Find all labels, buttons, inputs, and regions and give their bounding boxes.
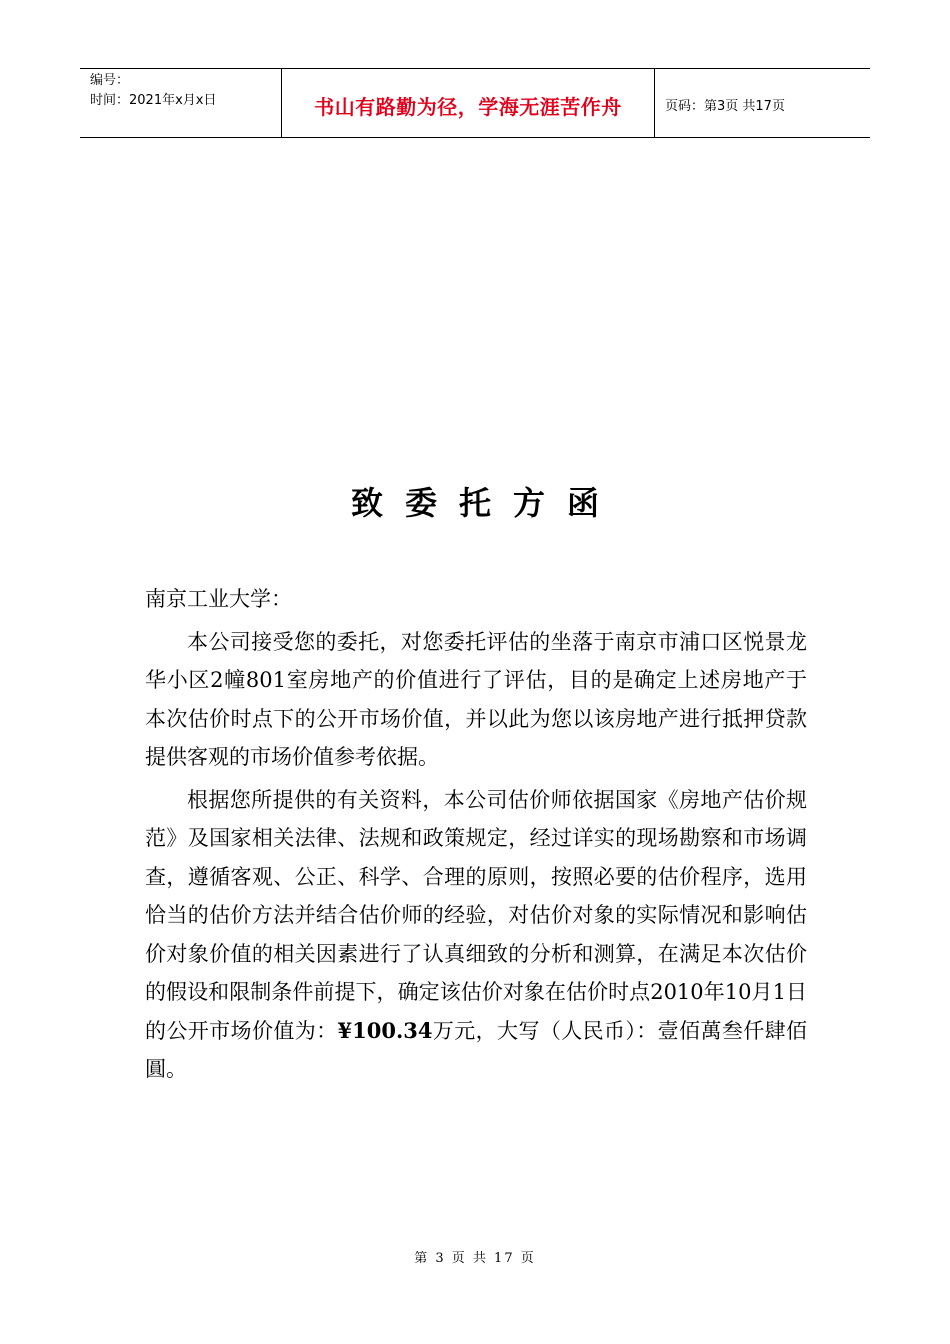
header-page-cell (655, 69, 870, 137)
paragraph-1: 本公司接受您的委托，对您委托评估的坐落于南京市浦口区悦景龙华小区2幢801室房地产的价值进行了评估，目的是确定上述房地产于本次估价时点下的公开市场价值，并以此为您以该房地产进行抵押贷款提供客观的市场价值参考依据。 (145, 629, 807, 769)
header-meta (80, 69, 282, 137)
valuation-amount: ¥100.34 (337, 1017, 433, 1043)
paragraph-2-text: 根据您所提供的有关资料，本公司估价师依据国家《房地产估价规范》及国家相关法律、法规和政策规定，经过详实的现场勘察和市场调查，遵循客观、公正、科学、合理的原则，按照必要的估价程序，选用恰当的估价方法并结合估价师的经验，对估价对象的实际情况和影响估价对象价值的相关因素进行了认真细致的分析和测算，在满足本次估价的假设和限制条件前提下，确定该估价对象在估价时点2010年10月1日的公开市场价值为： (145, 787, 807, 1043)
document-title: 致委托方函 (350, 484, 621, 522)
salutation: 南京工业大学： (145, 587, 292, 611)
page-footer: 第 3 页 共 17 页 (414, 1251, 536, 1266)
document-body (145, 580, 807, 1093)
header-motto: 书山有路勤为径，学海无涯苦作舟 (314, 94, 622, 119)
document-number-label: 编号： (90, 73, 130, 88)
paragraph-2 (145, 781, 807, 1089)
paragraph-2-tail: 万元，大写（人民币）：壹佰萬叁仟肆佰圓。 (145, 1018, 808, 1081)
header-page-label: 页码：第3页 共17页 (665, 98, 785, 114)
page-header (80, 68, 870, 138)
document-time-label: 时间：2021年x月x日 (90, 93, 217, 108)
header-motto-cell (282, 69, 655, 137)
